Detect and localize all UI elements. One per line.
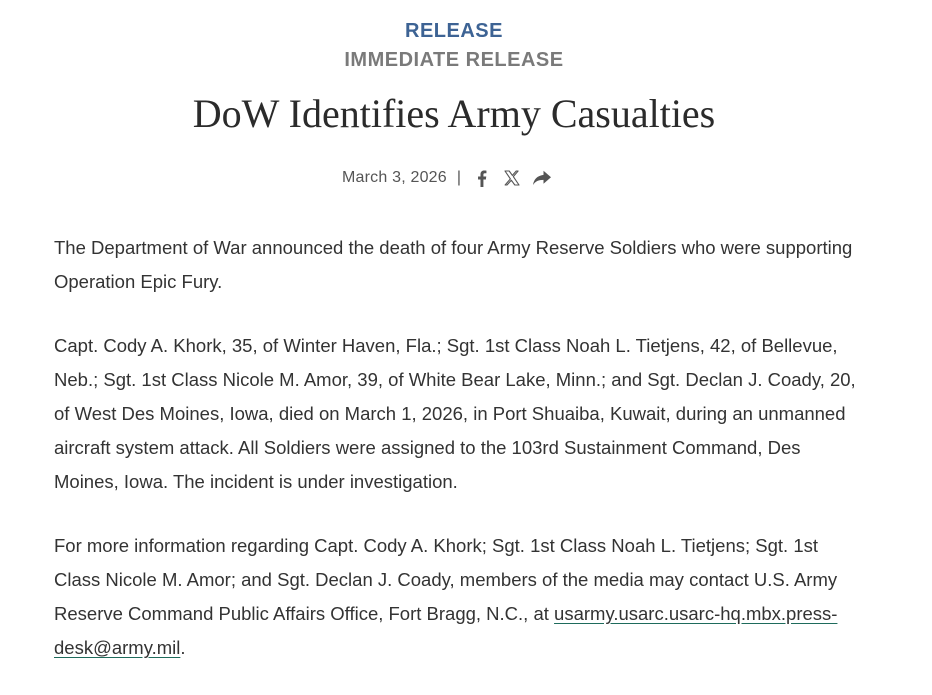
article-body: [54, 231, 864, 695]
publish-date: March 3, 2026: [342, 169, 447, 186]
contact-text-end: .: [180, 637, 186, 658]
article-paragraph: The Department of War announced the death of four Army Reserve Soldiers who were supporting Operation Epic Fury.: [54, 237, 853, 292]
facebook-icon[interactable]: [471, 167, 493, 189]
contact-text: For more information regarding Capt. Cody A. Khork; Sgt. 1st Class Noah L. Tietjens; Sgt. 1st Class Nicole M. Amor; and Sgt. Declan J. Coady, members of the media may contact U.S. Army Reserve Command Public Affairs Office, Fort Bragg, N.C., at: [54, 535, 838, 624]
article-paragraph: Capt. Cody A. Khork, 35, of Winter Haven, Fla.; Sgt. 1st Class Noah L. Tietjens, 42, of Bellevue, Neb.; Sgt. 1st Class Nicole M. Amor, 39, of White Bear Lake, Minn.; and Sgt. Declan J. Coady, 20, of West Des Moines, Iowa, died on March 1, 2026, in Port Shuaiba, Kuwait, during an unmanned aircraft system attack. All Soldiers were assigned to the 103rd Sustainment Command, Des Moines, Iowa. The incident is under investigation.: [54, 335, 856, 492]
press-desk-email-link[interactable]: usarmy.usarc.usarc-hq.mbx.press-desk@army.mil: [54, 603, 838, 658]
release-timing-label: IMMEDIATE RELEASE: [344, 49, 564, 71]
x-icon[interactable]: [501, 167, 523, 189]
share-icon[interactable]: [531, 167, 553, 189]
release-type-label: RELEASE: [405, 20, 503, 42]
article-paragraph: [54, 529, 864, 665]
meta-separator: |: [456, 169, 462, 186]
page-title: DoW Identifies Army Casualties: [192, 91, 716, 136]
article-meta: [342, 166, 561, 190]
